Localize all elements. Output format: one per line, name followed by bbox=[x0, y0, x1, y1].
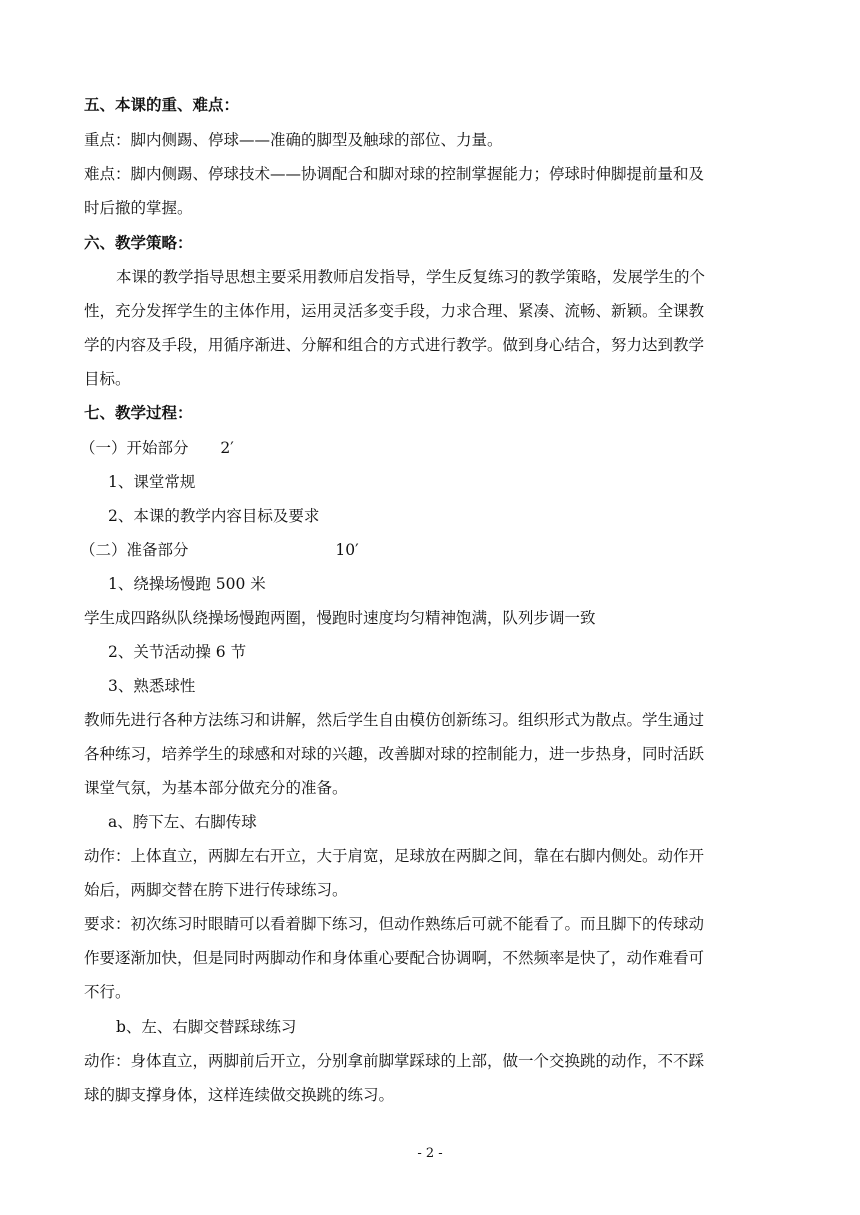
section-heading-5: 五、本课的重、难点： bbox=[84, 96, 240, 114]
strategy-paragraph-line-2: 性，充分发挥学生的主体作用，运用灵活多变手段，力求合理、紧凑、流畅、新颖。全课教 bbox=[84, 302, 705, 320]
exercise-b-title: b、左、右脚交替踩球练习 bbox=[116, 1018, 297, 1036]
page-number: - 2 - bbox=[417, 1146, 443, 1161]
part-2-item-1-desc: 学生成四路纵队绕操场慢跑两圈，慢跑时速度均匀精神饱满，队列步调一致 bbox=[84, 609, 596, 627]
difficult-point-line-2: 时后撤的掌握。 bbox=[84, 199, 193, 217]
exercise-a-title: a、胯下左、右脚传球 bbox=[108, 813, 257, 831]
part-1-title: （一）开始部分 bbox=[80, 439, 189, 457]
part-2-item-1: 1、绕操场慢跑 500 米 bbox=[108, 575, 266, 593]
part-2-title: （二）准备部分 bbox=[80, 541, 189, 559]
ball-feel-paragraph-line-2: 各种练习，培养学生的球感和对球的兴趣，改善脚对球的控制能力，进一步热身，同时活跃 bbox=[84, 745, 705, 763]
part-1-item-2: 2、本课的教学内容目标及要求 bbox=[108, 507, 320, 525]
exercise-a-action-line-1: 动作：上体直立，两脚左右开立，大于肩宽，足球放在两脚之间，靠在右脚内侧处。动作开 bbox=[84, 847, 705, 865]
strategy-paragraph-line-1: 本课的教学指导思想主要采用教师启发指导，学生反复练习的教学策略，发展学生的个 bbox=[116, 268, 706, 286]
strategy-paragraph-line-4: 目标。 bbox=[84, 370, 131, 388]
exercise-a-requirement-line-1: 要求：初次练习时眼睛可以看着脚下练习，但动作熟练后可就不能看了。而且脚下的传球动 bbox=[84, 915, 705, 933]
part-1-duration: 2′ bbox=[220, 439, 234, 457]
exercise-b-action-line-2: 球的脚支撑身体，这样连续做交换跳的练习。 bbox=[84, 1086, 395, 1104]
section-heading-6: 六、教学策略： bbox=[84, 234, 193, 252]
part-2-item-3: 3、熟悉球性 bbox=[108, 677, 196, 695]
part-1-heading bbox=[80, 437, 780, 459]
section-heading-7: 七、教学过程： bbox=[84, 404, 193, 422]
part-2-heading bbox=[80, 539, 780, 561]
strategy-paragraph-line-3: 学的内容及手段，用循序渐进、分解和组合的方式进行教学。做到身心结合，努力达到教学 bbox=[84, 336, 705, 354]
part-2-duration: 10′ bbox=[335, 541, 359, 559]
exercise-a-action-line-2: 始后，两脚交替在胯下进行传球练习。 bbox=[84, 881, 348, 899]
exercise-b-action-line-1: 动作：身体直立，两脚前后开立，分别拿前脚掌踩球的上部，做一个交换跳的动作，不不踩 bbox=[84, 1052, 705, 1070]
part-2-item-2: 2、关节活动操 6 节 bbox=[108, 643, 247, 661]
exercise-a-requirement-line-3: 不行。 bbox=[84, 983, 131, 1001]
exercise-a-requirement-line-2: 作要逐渐加快，但是同时两脚动作和身体重心要配合协调啊，不然频率是快了，动作难看可 bbox=[84, 949, 705, 967]
part-1-item-1: 1、课堂常规 bbox=[108, 473, 196, 491]
ball-feel-paragraph-line-3: 课堂气氛，为基本部分做充分的准备。 bbox=[84, 779, 348, 797]
key-point-line: 重点：脚内侧踢、停球——准确的脚型及触球的部位、力量。 bbox=[84, 131, 503, 149]
ball-feel-paragraph-line-1: 教师先进行各种方法练习和讲解，然后学生自由模仿创新练习。组织形式为散点。学生通过 bbox=[84, 711, 705, 729]
difficult-point-line-1: 难点：脚内侧踢、停球技术——协调配合和脚对球的控制掌握能力；停球时伸脚提前量和及 bbox=[84, 165, 705, 183]
